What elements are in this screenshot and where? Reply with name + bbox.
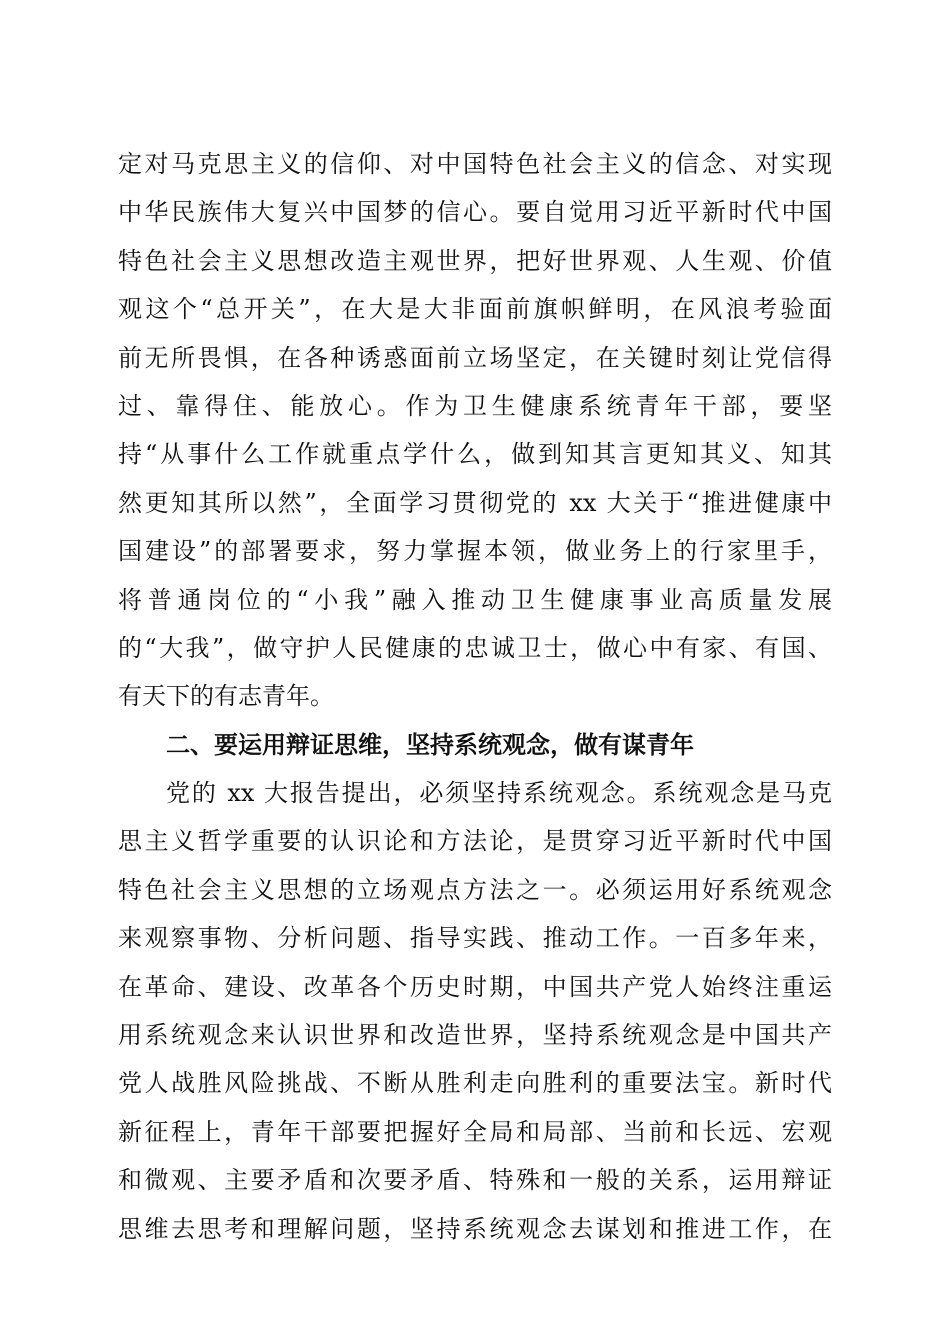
text-line: 思主义哲学重要的认识论和方法论，是贯穿习近平新时代中国 [118, 827, 832, 856]
text-line: 和微观、主要矛盾和次要矛盾、特殊和一般的关系，运用辩证 [118, 1166, 832, 1195]
section-heading: 二、要运用辩证思维，坚持系统观念，做有谋青年 [166, 730, 694, 759]
text-line: 党人战胜风险挑战、不断从胜利走向胜利的重要法宝。新时代 [118, 1069, 832, 1098]
text-line: 特色社会主义思想的立场观点方法之一。必须运用好系统观念 [118, 875, 832, 904]
text-line: 用系统观念来认识世界和改造世界，坚持系统观念是中国共产 [118, 1021, 832, 1050]
text-line: 然更知其所以然”，全面学习贯彻党的 xx 大关于“推进健康中 [118, 488, 832, 517]
text-line: 国建设”的部署要求，努力掌握本领，做业务上的行家里手， [118, 537, 832, 566]
text-line: 持“从事什么工作就重点学什么，做到知其言更知其义、知其 [118, 440, 832, 469]
paragraph-1 [118, 140, 832, 721]
text-line: 有天下的有志青年。 [118, 682, 334, 711]
text-line: 特色社会主义思想改造主观世界，把好世界观、人生观、价值 [118, 246, 832, 275]
text-line: 前无所畏惧，在各种诱惑面前立场坚定，在关键时刻让党信得 [118, 343, 832, 372]
paragraph-2 [118, 769, 832, 1253]
text-line: 思维去思考和理解问题，坚持系统观念去谋划和推进工作，在 [118, 1214, 832, 1243]
document-page [118, 140, 832, 1253]
text-line: 新征程上，青年干部要把握好全局和局部、当前和长远、宏观 [118, 1117, 832, 1146]
text-line: 将普通岗位的“小我”融入推动卫生健康事业高质量发展 [118, 585, 832, 614]
text-line: 的“大我”，做守护人民健康的忠诚卫士，做心中有家、有国、 [118, 633, 832, 662]
text-line: 定对马克思主义的信仰、对中国特色社会主义的信念、对实现 [118, 150, 832, 178]
text-line: 在革命、建设、改革各个历史时期，中国共产党人始终注重运 [118, 972, 832, 1001]
text-line: 来观察事物、分析问题、指导实践、推动工作。一百多年来， [118, 924, 832, 953]
text-line: 中华民族伟大复兴中国梦的信心。要自觉用习近平新时代中国 [118, 198, 832, 227]
text-line: 过、靠得住、能放心。作为卫生健康系统青年干部，要坚 [118, 391, 832, 420]
text-line: 党的 xx 大报告提出，必须坚持系统观念。系统观念是马克 [166, 779, 832, 808]
text-line: 观这个“总开关”，在大是大非面前旗帜鲜明，在风浪考验面 [118, 295, 832, 324]
